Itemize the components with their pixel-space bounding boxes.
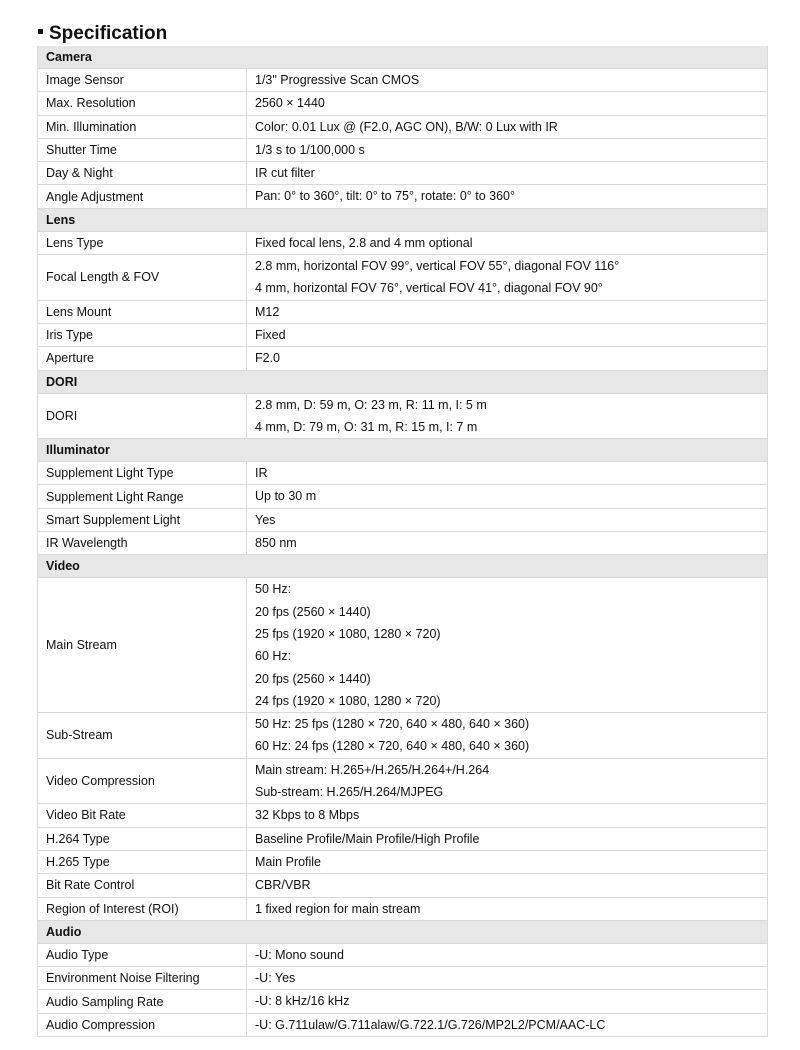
section-title: Illuminator <box>38 439 768 462</box>
spec-row <box>38 485 768 508</box>
spec-label: Video Bit Rate <box>38 804 247 827</box>
spec-label: Smart Supplement Light <box>38 508 247 531</box>
spec-row <box>38 532 768 555</box>
spec-value <box>247 1013 768 1036</box>
spec-row <box>38 713 768 759</box>
spec-value-line: Yes <box>255 512 276 527</box>
spec-value <box>247 255 768 301</box>
spec-label: IR Wavelength <box>38 532 247 555</box>
spec-row <box>38 967 768 990</box>
spec-row <box>38 827 768 850</box>
spec-value <box>247 990 768 1013</box>
spec-value <box>247 943 768 966</box>
spec-value-line: Fixed focal lens, 2.8 and 4 mm optional <box>255 235 473 250</box>
spec-table <box>37 46 768 1037</box>
spec-row <box>38 138 768 161</box>
bullet-icon <box>38 29 43 34</box>
spec-row <box>38 1013 768 1036</box>
spec-value-line: F2.0 <box>255 351 281 366</box>
spec-value <box>247 485 768 508</box>
spec-row <box>38 578 768 713</box>
spec-row <box>38 185 768 208</box>
spec-label: Supplement Light Type <box>38 462 247 485</box>
spec-value-line: 2560 × 1440 <box>255 96 325 111</box>
spec-label: Image Sensor <box>38 69 247 92</box>
spec-value-line: Baseline Profile/Main Profile/High Profile <box>255 831 480 846</box>
spec-value <box>247 231 768 254</box>
spec-label: Max. Resolution <box>38 92 247 115</box>
section-title: Audio <box>38 920 768 943</box>
spec-value <box>247 508 768 531</box>
spec-label: Supplement Light Range <box>38 485 247 508</box>
page-title <box>38 22 167 46</box>
spec-value-line: 20 fps (2560 × 1440) <box>255 604 371 619</box>
spec-label: Environment Noise Filtering <box>38 967 247 990</box>
spec-value <box>247 300 768 323</box>
spec-label: Sub-Stream <box>38 713 247 759</box>
spec-value <box>247 967 768 990</box>
section-title: DORI <box>38 370 768 393</box>
spec-value-line: 1/3 s to 1/100,000 s <box>255 142 365 157</box>
spec-value-line: 1/3" Progressive Scan CMOS <box>255 73 420 87</box>
spec-value-line: 32 Kbps to 8 Mbps <box>255 808 360 823</box>
spec-row <box>38 300 768 323</box>
spec-label: Region of Interest (ROI) <box>38 897 247 920</box>
spec-value <box>247 162 768 185</box>
spec-value-line: Pan: 0° to 360°, tilt: 0° to 75°, rotate: 0° to 360° <box>255 189 516 204</box>
spec-value-line: IR cut filter <box>255 166 315 181</box>
spec-label: Iris Type <box>38 323 247 346</box>
spec-label: Focal Length & FOV <box>38 255 247 301</box>
spec-value-line: 4 mm, horizontal FOV 76°, vertical FOV 41°, diagonal FOV 90° <box>255 281 603 296</box>
spec-value <box>247 462 768 485</box>
spec-label: H.265 Type <box>38 850 247 873</box>
page-title-text: Specification <box>49 23 168 44</box>
spec-value <box>247 69 768 92</box>
spec-value-line: CBR/VBR <box>255 878 311 893</box>
section-header <box>38 439 768 462</box>
spec-label: Video Compression <box>38 758 247 804</box>
spec-value-line: 50 Hz: <box>255 582 292 597</box>
spec-label: H.264 Type <box>38 827 247 850</box>
spec-row <box>38 393 768 439</box>
spec-value <box>247 532 768 555</box>
spec-label: Day & Night <box>38 162 247 185</box>
spec-value-line: Color: 0.01 Lux @ (F2.0, AGC ON), B/W: 0 Lux with IR <box>255 119 558 134</box>
spec-row <box>38 508 768 531</box>
spec-row <box>38 69 768 92</box>
spec-value-line: -U: 8 kHz/16 kHz <box>255 994 350 1009</box>
spec-row <box>38 804 768 827</box>
spec-value-line: Main Profile <box>255 854 321 869</box>
spec-value <box>247 578 768 713</box>
spec-row <box>38 462 768 485</box>
spec-label: Bit Rate Control <box>38 874 247 897</box>
spec-row <box>38 323 768 346</box>
spec-value <box>247 393 768 439</box>
spec-label: Audio Type <box>38 943 247 966</box>
spec-value-line: Main stream: H.265+/H.265/H.264+/H.264 <box>255 762 490 777</box>
spec-value <box>247 758 768 804</box>
spec-value-line: -U: Mono sound <box>255 947 344 962</box>
spec-value-line: 60 Hz: 24 fps (1280 × 720, 640 × 480, 640 × 360) <box>255 739 530 754</box>
spec-label: Main Stream <box>38 578 247 713</box>
spec-value-line: Up to 30 m <box>255 489 317 504</box>
spec-label: Lens Type <box>38 231 247 254</box>
spec-value-line: 850 nm <box>255 536 297 551</box>
spec-label: Audio Compression <box>38 1013 247 1036</box>
spec-label: Aperture <box>38 347 247 370</box>
section-header <box>38 208 768 231</box>
spec-value-line: 24 fps (1920 × 1080, 1280 × 720) <box>255 693 441 708</box>
spec-value <box>247 92 768 115</box>
spec-value-line: Fixed <box>255 327 286 342</box>
spec-row <box>38 231 768 254</box>
spec-value-line: 60 Hz: <box>255 649 292 664</box>
spec-row <box>38 943 768 966</box>
spec-value <box>247 827 768 850</box>
spec-row <box>38 897 768 920</box>
spec-value-line: 50 Hz: 25 fps (1280 × 720, 640 × 480, 640 × 360) <box>255 717 530 732</box>
spec-value-line: 20 fps (2560 × 1440) <box>255 671 371 686</box>
spec-value-line: IR <box>255 466 268 481</box>
spec-value-line: 1 fixed region for main stream <box>255 901 421 916</box>
spec-value <box>247 804 768 827</box>
section-title: Camera <box>38 46 768 69</box>
spec-label: Shutter Time <box>38 138 247 161</box>
spec-value-line: 2.8 mm, D: 59 m, O: 23 m, R: 11 m, I: 5 m <box>255 397 487 412</box>
section-title: Lens <box>38 208 768 231</box>
section-header <box>38 920 768 943</box>
spec-value-line: 2.8 mm, horizontal FOV 99°, vertical FOV 55°, diagonal FOV 116° <box>255 259 620 274</box>
spec-value-line: 4 mm, D: 79 m, O: 31 m, R: 15 m, I: 7 m <box>255 419 478 434</box>
spec-row <box>38 874 768 897</box>
spec-row <box>38 990 768 1013</box>
spec-row <box>38 758 768 804</box>
spec-label: Audio Sampling Rate <box>38 990 247 1013</box>
section-header <box>38 46 768 69</box>
spec-value <box>247 713 768 759</box>
spec-label: Lens Mount <box>38 300 247 323</box>
spec-value-line: -U: Yes <box>255 971 296 986</box>
spec-row <box>38 850 768 873</box>
spec-label: Min. Illumination <box>38 115 247 138</box>
spec-value <box>247 185 768 208</box>
spec-value <box>247 347 768 370</box>
spec-row <box>38 347 768 370</box>
spec-value-line: Sub-stream: H.265/H.264/MJPEG <box>255 785 444 800</box>
section-title: Video <box>38 555 768 578</box>
spec-row <box>38 255 768 301</box>
spec-row <box>38 115 768 138</box>
spec-value-line: M12 <box>255 304 280 319</box>
spec-label: Angle Adjustment <box>38 185 247 208</box>
spec-value <box>247 138 768 161</box>
spec-row <box>38 92 768 115</box>
spec-value <box>247 115 768 138</box>
spec-value-line: 25 fps (1920 × 1080, 1280 × 720) <box>255 626 441 641</box>
spec-value-line: -U: G.711ulaw/G.711alaw/G.722.1/G.726/MP2L2/PCM/AAC-LC <box>255 1017 606 1032</box>
spec-value <box>247 874 768 897</box>
spec-label: DORI <box>38 393 247 439</box>
section-header <box>38 555 768 578</box>
section-header <box>38 370 768 393</box>
spec-value <box>247 850 768 873</box>
spec-value <box>247 323 768 346</box>
spec-value <box>247 897 768 920</box>
spec-row <box>38 162 768 185</box>
